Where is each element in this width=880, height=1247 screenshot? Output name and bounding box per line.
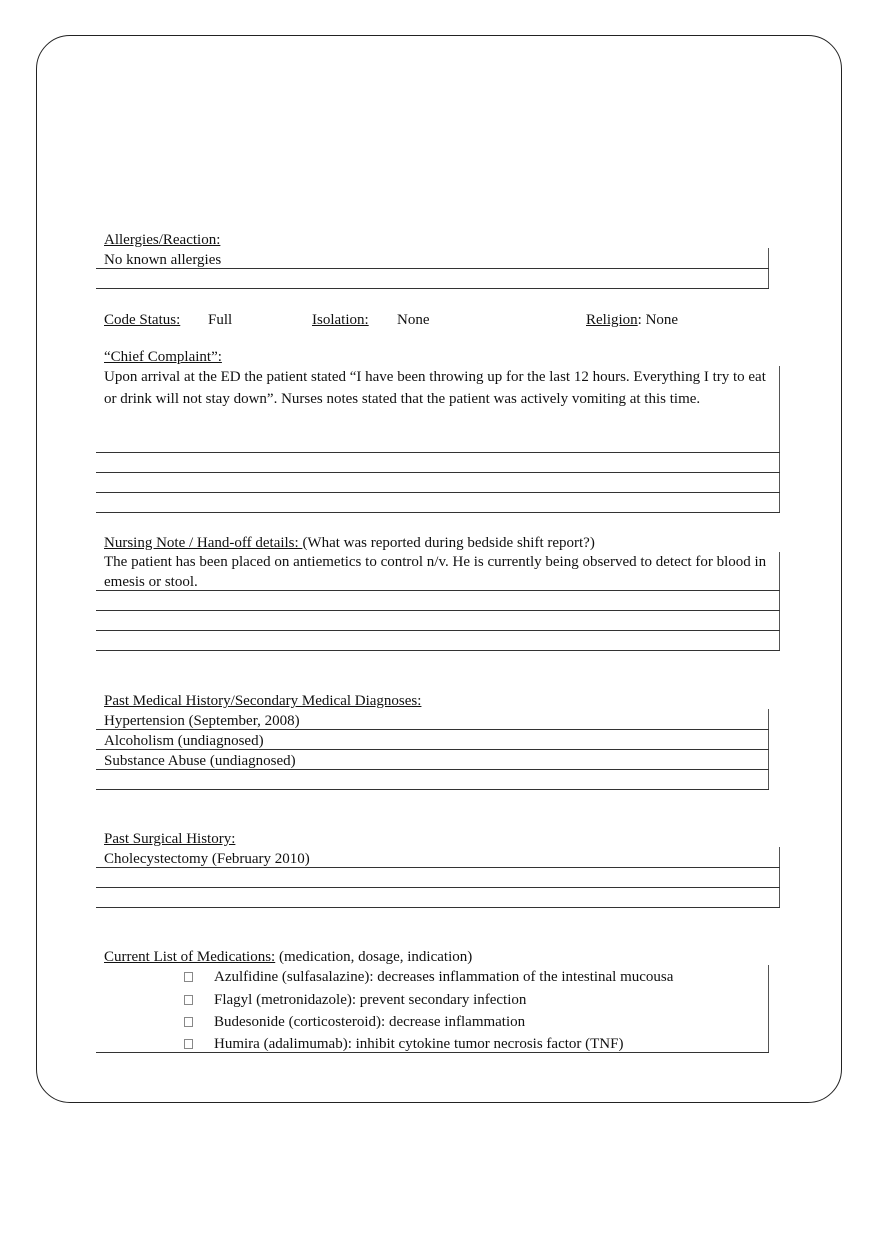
medications-label: Current List of Medications: (104, 949, 276, 965)
chief-complaint-text[interactable]: Upon arrival at the ED the patient stated “I have been throwing up for the last 12 hours. Everything I try to eat or drink will not stay down”. Nurses notes stated that the patient was actively vomiting at this time. (104, 369, 766, 407)
nursing-note-line (96, 650, 780, 651)
surgical-history-line (96, 867, 780, 868)
nursing-note-box-edge (779, 552, 780, 651)
code-status-label: Code Status: (104, 312, 181, 328)
surgical-history-line (96, 907, 780, 908)
medical-history-item[interactable]: Substance Abuse (undiagnosed) (104, 753, 296, 769)
chief-complaint-line (96, 512, 780, 513)
medications-line (96, 1052, 769, 1053)
medications-prompt: (medication, dosage, indication) (275, 949, 473, 965)
allergies-line (96, 268, 769, 269)
surgical-history-label: Past Surgical History: (104, 831, 236, 847)
nursing-note-heading (104, 534, 595, 552)
medication-item[interactable]: Budesonide (corticosteroid): decrease inflammation (214, 1014, 526, 1030)
medical-history-label: Past Medical History/Secondary Medical Diagnoses: (104, 693, 422, 709)
chief-complaint-box-edge (779, 366, 780, 512)
medications-box-edge (768, 965, 769, 1052)
medications-heading (104, 948, 472, 966)
nursing-note-label: Nursing Note / Hand-off details: (104, 535, 303, 551)
medication-item[interactable]: Azulfidine (sulfasalazine): decreases inflammation of the intestinal mucousa (214, 969, 674, 985)
checkbox-icon[interactable] (184, 995, 193, 1005)
medical-history-item[interactable]: Hypertension (September, 2008) (104, 713, 300, 729)
surgical-history-box-edge (779, 847, 780, 907)
nursing-note-text[interactable]: The patient has been placed on antiemetics to control n/v. He is currently being observed to detect for blood in emesis or stool. (104, 554, 767, 590)
medical-history-item[interactable]: Alcoholism (undiagnosed) (104, 733, 264, 749)
medication-item[interactable]: Flagyl (metronidazole): prevent secondary infection (214, 992, 527, 1008)
nursing-note-line (96, 610, 780, 611)
allergies-value[interactable]: No known allergies (104, 252, 222, 268)
religion-value[interactable]: : None (637, 312, 679, 328)
nursing-note-line (96, 590, 780, 591)
medical-history-line (96, 749, 769, 750)
chief-complaint-line (96, 492, 780, 493)
medical-history-line (96, 769, 769, 770)
checkbox-icon[interactable] (184, 1017, 193, 1027)
isolation-value[interactable]: None (397, 312, 430, 328)
surgical-history-item[interactable]: Cholecystectomy (February 2010) (104, 851, 310, 867)
allergies-label: Allergies/Reaction: (104, 232, 221, 248)
chief-complaint-line (96, 452, 780, 453)
medical-history-line (96, 789, 769, 790)
allergies-line (96, 288, 769, 289)
religion-field (586, 311, 678, 329)
surgical-history-line (96, 887, 780, 888)
religion-label: Religion (586, 312, 638, 328)
checkbox-icon[interactable] (184, 972, 193, 982)
isolation-label: Isolation: (312, 312, 369, 328)
nursing-note-line (96, 630, 780, 631)
nursing-note-prompt: (What was reported during bedside shift report?) (302, 535, 595, 551)
checkbox-icon[interactable] (184, 1039, 193, 1049)
medical-history-line (96, 729, 769, 730)
chief-complaint-label: “Chief Complaint”: (104, 349, 222, 365)
chief-complaint-line (96, 472, 780, 473)
medication-item[interactable]: Humira (adalimumab): inhibit cytokine tumor necrosis factor (TNF) (214, 1036, 624, 1052)
code-status-value[interactable]: Full (208, 312, 233, 328)
